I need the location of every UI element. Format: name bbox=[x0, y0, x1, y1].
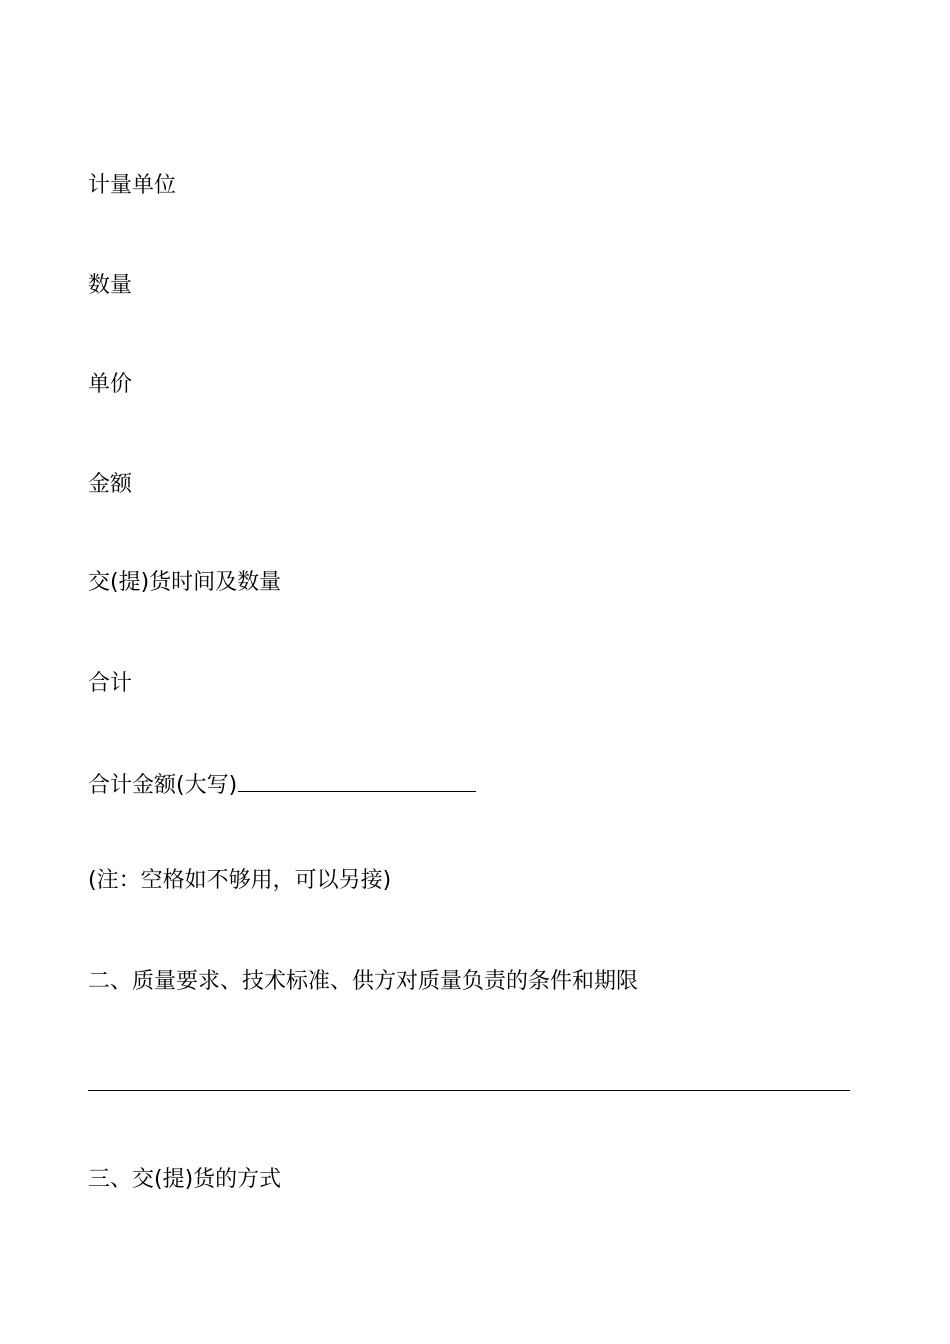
label-unit-price: 单价 bbox=[88, 372, 133, 397]
label-amount: 金额 bbox=[88, 472, 133, 497]
label-quantity: 数量 bbox=[88, 273, 133, 298]
label-delivery-time-and-quantity: 交(提)货时间及数量 bbox=[88, 570, 282, 595]
label-total: 合计 bbox=[88, 671, 133, 696]
label-total-amount-in-words: 合计金额(大写) bbox=[88, 773, 238, 798]
label-unit-of-measure: 计量单位 bbox=[88, 173, 177, 198]
total-amount-row bbox=[88, 769, 476, 800]
note-extend-if-insufficient: (注：空格如不够用，可以另接) bbox=[88, 868, 392, 893]
quality-requirements-blank-line[interactable] bbox=[88, 1090, 850, 1091]
section-heading-delivery-method: 三、交(提)货的方式 bbox=[88, 1167, 282, 1192]
section-heading-quality-requirements: 二、质量要求、技术标准、供方对质量负责的条件和期限 bbox=[88, 969, 639, 994]
total-amount-blank[interactable] bbox=[238, 769, 476, 792]
